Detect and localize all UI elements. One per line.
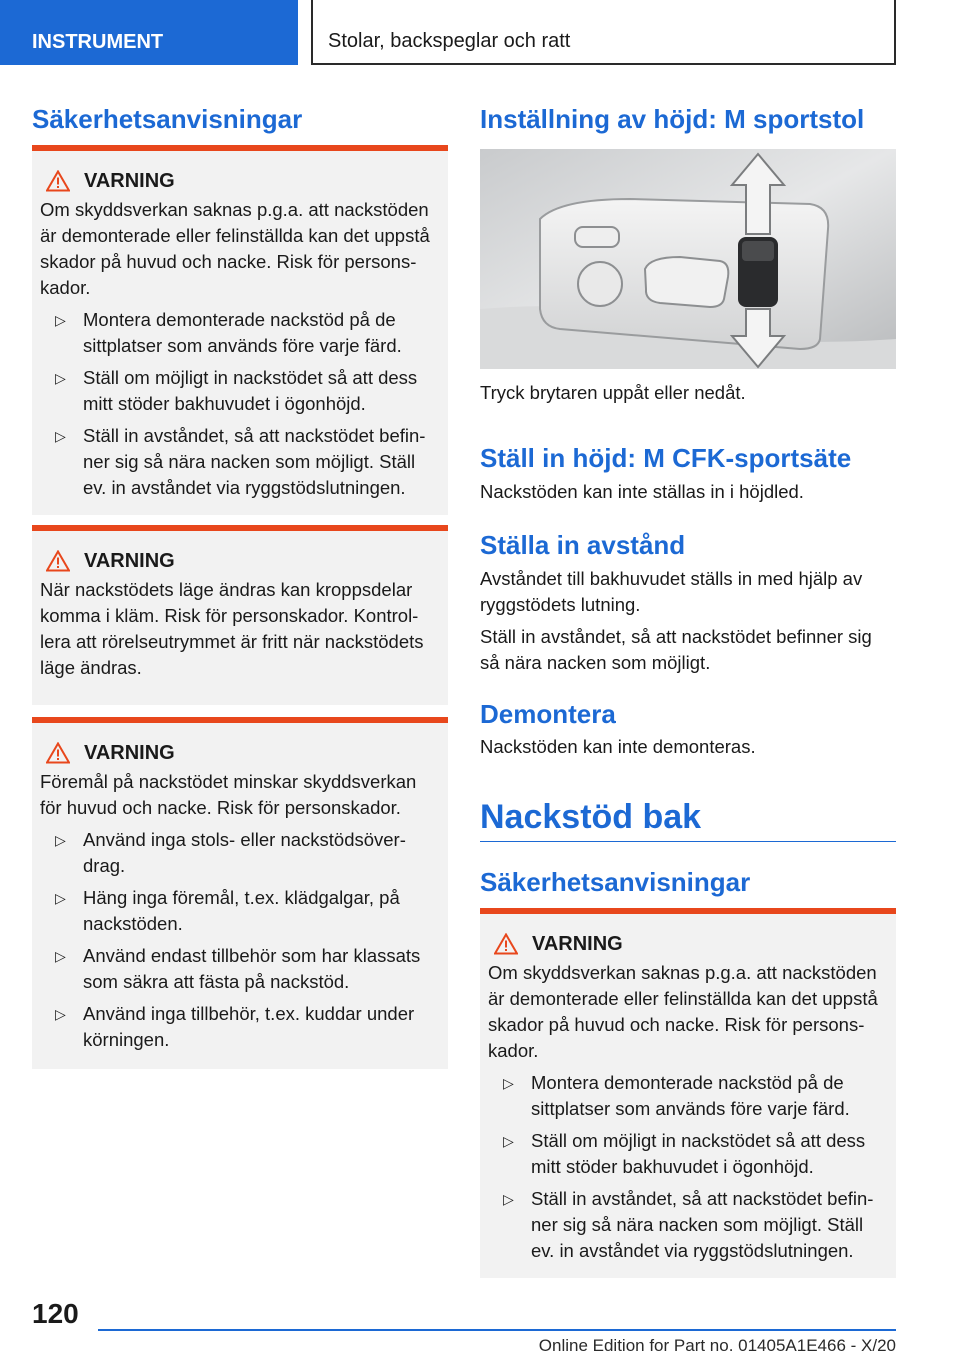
triangle-bullet-icon: ▷ — [55, 312, 66, 328]
list-item: ▷ Använd endast tillbehör som har klassats som säkra att fästa på nackstöd. — [55, 945, 421, 992]
warning-text: Föremål på nackstödet minskar skyddsverkan för huvud och nacke. Risk för personskador. — [40, 771, 417, 818]
triangle-bullet-icon: ▷ — [55, 428, 66, 444]
triangle-bullet-icon: ▷ — [503, 1133, 514, 1149]
heading-safety-right: Säkerhetsanvisningar — [480, 867, 751, 897]
warning-box-2 — [32, 525, 448, 705]
warning-title — [46, 169, 440, 193]
warning-text: Om skyddsverkan saknas p.g.a. att nackstöden är demonterade eller felinställda kan det uppstå skador på huvud och nacke. Risk för persons-kador. — [488, 962, 878, 1061]
heading-distance: Ställa in avstånd — [480, 530, 686, 560]
warning-text: Om skyddsverkan saknas p.g.a. att nackstöden är demonterade eller felinställda kan det uppstå skador på huvud och nacke. Risk för persons-kador. — [40, 199, 430, 298]
warning-title — [46, 741, 440, 765]
warning-label: VARNING — [84, 170, 175, 192]
warning-text: När nackstödets läge ändras kan kroppsdelar komma i kläm. Risk för personskador. Kontrol-lera att rörelseutrymmet är fritt när nackstödets läge ändras. — [40, 579, 424, 678]
warning-triangle-icon — [46, 742, 70, 764]
warning-box-4 — [480, 908, 896, 1278]
photo-caption: Tryck brytaren uppåt eller nedåt. — [480, 382, 746, 403]
triangle-bullet-icon: ▷ — [503, 1191, 514, 1207]
warning-title — [46, 549, 440, 573]
page-number: 120 — [32, 1298, 79, 1329]
heading-safety-left: Säkerhetsanvisningar — [32, 104, 303, 134]
text-distance-1: Avståndet till bakhuvudet ställs in med hjälp av ryggstödets lutning. — [480, 568, 863, 615]
heading-m-sport: Inställning av höjd: M sportstol — [480, 104, 865, 134]
warning-label: VARNING — [84, 550, 175, 572]
seat-switch-illustration — [480, 149, 896, 369]
list-item: ▷ Ställ in avståndet, så att nackstödet befin-ner sig så nära nacken som möjligt. Ställ ev. in avståndet via ryggstödslutningen. — [55, 425, 426, 498]
section-tab: INSTRUMENT — [0, 0, 298, 65]
chapter-heading-rear-headrest: Nackstöd bak — [480, 798, 702, 836]
triangle-bullet-icon: ▷ — [55, 1006, 66, 1022]
warning-triangle-icon — [494, 933, 518, 955]
text-remove: Nackstöden kan inte demonteras. — [480, 736, 756, 757]
triangle-bullet-icon: ▷ — [55, 832, 66, 848]
triangle-bullet-icon: ▷ — [55, 890, 66, 906]
warning-triangle-icon — [46, 170, 70, 192]
text-cfk: Nackstöden kan inte ställas in i höjdled. — [480, 481, 804, 502]
triangle-bullet-icon: ▷ — [55, 370, 66, 386]
text-distance-2: Ställ in avståndet, så att nackstödet befinner sig så nära nacken som möjligt. — [480, 626, 872, 673]
chapter-title: Stolar, backspeglar och ratt — [311, 0, 896, 65]
list-item: ▷ Ställ om möjligt in nackstödet så att dess mitt stöder bakhuvudet i ögonhöjd. — [503, 1130, 866, 1177]
warning-label: VARNING — [532, 933, 623, 955]
heading-cfk: Ställ in höjd: M CFK-sportsäte — [480, 443, 852, 473]
footer-edition: Online Edition for Part no. 01405A1E466 - X/20 — [538, 1336, 896, 1355]
list-item: ▷ Ställ om möjligt in nackstödet så att dess mitt stöder bakhuvudet i ögonhöjd. — [55, 367, 418, 414]
warning-title — [494, 932, 888, 956]
list-item: ▷ Ställ in avståndet, så att nackstödet befin-ner sig så nära nacken som möjligt. Ställ ev. in avståndet via ryggstödslutningen. — [503, 1188, 874, 1261]
triangle-bullet-icon: ▷ — [55, 948, 66, 964]
heading-rule — [480, 841, 896, 842]
list-item: ▷ Montera demonterade nackstöd på de sittplatser som används före varje färd. — [55, 309, 402, 356]
heading-remove: Demontera — [480, 699, 616, 729]
warning-list — [40, 827, 440, 1053]
list-item: ▷ Montera demonterade nackstöd på de sittplatser som används före varje färd. — [503, 1072, 850, 1119]
footer-rule — [98, 1329, 896, 1331]
warning-box-1 — [32, 145, 448, 515]
warning-list — [40, 307, 440, 501]
warning-box-3 — [32, 717, 448, 1069]
seat-switch-photo — [480, 149, 896, 369]
list-item: ▷ Använd inga stols- eller nackstödsöver-drag. — [55, 829, 406, 876]
list-item: ▷ Häng inga föremål, t.ex. klädgalgar, på nackstöden. — [55, 887, 400, 934]
warning-list — [488, 1070, 888, 1264]
triangle-bullet-icon: ▷ — [503, 1075, 514, 1091]
warning-label: VARNING — [84, 742, 175, 764]
list-item: ▷ Använd inga tillbehör, t.ex. kuddar under körningen. — [55, 1003, 415, 1050]
warning-triangle-icon — [46, 550, 70, 572]
